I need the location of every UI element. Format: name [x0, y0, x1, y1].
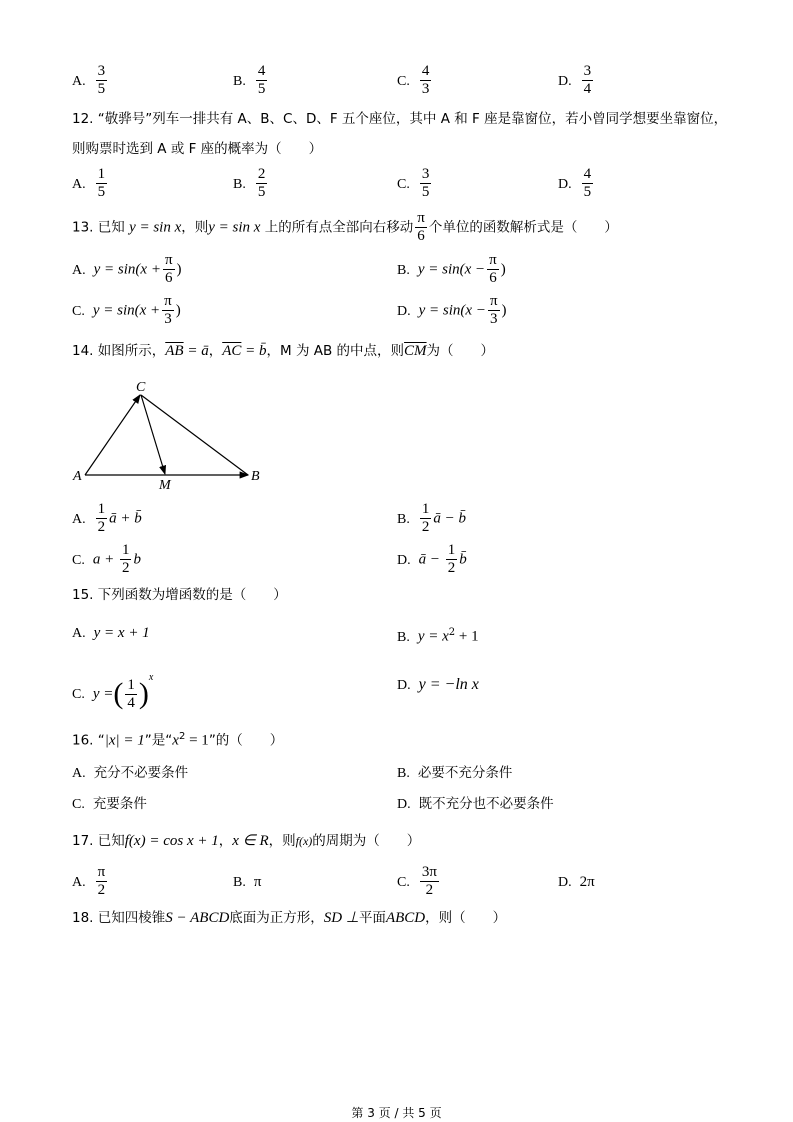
- denominator: 2: [97, 882, 106, 898]
- text: 13. 已知: [72, 219, 125, 236]
- text: ，M 为 AB 的中点，则: [266, 343, 405, 359]
- formula: ): [500, 261, 506, 278]
- label-b: B: [251, 469, 260, 484]
- denominator: 4: [127, 694, 135, 711]
- option-label: B.: [233, 176, 246, 192]
- label-m: M: [159, 478, 171, 493]
- option-text: 充要条件: [92, 796, 147, 812]
- q15-stem: 15. 下列函数为增函数的是（ ）: [72, 587, 287, 603]
- q16-option-b: [397, 763, 512, 784]
- option-label: C.: [72, 303, 85, 319]
- formula: ): [175, 302, 181, 319]
- option-text: 必要不充分条件: [417, 765, 513, 781]
- numerator: π: [164, 252, 173, 268]
- formula: y = sin(x +: [92, 302, 161, 319]
- formula: y = x: [417, 628, 449, 645]
- denominator: 3: [489, 311, 498, 327]
- numerator: π: [489, 252, 497, 268]
- numerator: 3π: [421, 864, 437, 880]
- numerator: 3: [421, 166, 430, 182]
- option-label: C.: [397, 176, 410, 192]
- q11-option-c: [397, 63, 433, 98]
- denominator: 6: [489, 270, 497, 286]
- q12-option-b: [233, 166, 269, 201]
- numerator: 1: [97, 166, 106, 182]
- denominator: 5: [257, 184, 266, 200]
- formula: π: [253, 874, 262, 890]
- formula: x ∈ R: [232, 833, 269, 849]
- option-label: A.: [72, 262, 86, 278]
- q17-option-d: [558, 872, 595, 893]
- option-label: C.: [72, 797, 85, 812]
- denominator: 2: [121, 560, 130, 576]
- denominator: 5: [97, 184, 106, 200]
- q12-stem-line2: 则购票时选到 A 或 F 座的概率为（ ）: [72, 141, 323, 157]
- formula: b: [133, 551, 141, 568]
- formula: ā −: [418, 551, 444, 568]
- denominator: 2: [425, 882, 434, 898]
- text: ，则: [268, 833, 296, 849]
- formula: f(x): [295, 834, 313, 848]
- denominator: 2: [421, 519, 430, 535]
- exponent: 2: [178, 731, 186, 742]
- option-label: D.: [397, 303, 411, 319]
- q15-option-d: [397, 675, 479, 696]
- option-label: A.: [72, 176, 86, 192]
- denominator: 6: [417, 228, 425, 244]
- q15-option-b: [397, 623, 479, 648]
- triangle-figure: [60, 375, 280, 495]
- vector-ac: $\overline{AC}$: [222, 343, 242, 359]
- numerator: π: [164, 293, 172, 309]
- page-footer: 第 3 页 / 共 5 页: [351, 1106, 442, 1120]
- option-label: D.: [397, 552, 411, 568]
- q13-stem: [72, 210, 618, 245]
- numerator: 1: [121, 542, 130, 558]
- text: 的周期为（ ）: [312, 833, 421, 849]
- text: ”的（ ）: [208, 732, 284, 749]
- q17-option-a: [72, 864, 109, 899]
- q14-option-d: [397, 542, 467, 577]
- option-label: A.: [72, 874, 86, 890]
- formula: a +: [92, 551, 118, 568]
- q11-option-d: [558, 63, 595, 98]
- option-label: B.: [397, 629, 410, 645]
- formula: ): [501, 302, 507, 319]
- q14-option-a: [72, 501, 142, 536]
- denominator: 3: [164, 311, 172, 327]
- q12-option-a: [72, 166, 109, 201]
- formula: y = sin(x −: [417, 261, 486, 278]
- numerator: 3: [97, 63, 106, 79]
- numerator: 2: [257, 166, 266, 182]
- option-text: 既不充分也不必要条件: [418, 796, 554, 812]
- formula: y = sin(x +: [93, 261, 161, 278]
- option-label: D.: [558, 176, 572, 192]
- formula: SD ⊥: [323, 910, 359, 926]
- text: 17. 已知: [72, 833, 125, 849]
- formula: 2π: [579, 874, 595, 890]
- option-label: B.: [397, 511, 410, 527]
- formula: f(x) = cos x + 1: [124, 833, 219, 849]
- q17-stem: [72, 831, 420, 851]
- option-label: C.: [72, 687, 85, 702]
- denominator: 6: [164, 270, 173, 286]
- option-text: 充分不必要条件: [93, 765, 189, 781]
- formula: y = sin(x −: [418, 302, 486, 319]
- text: ，则（ ）: [425, 910, 507, 926]
- text: ”是“: [144, 732, 173, 749]
- numerator: 4: [257, 63, 266, 79]
- formula: + 1: [455, 628, 479, 645]
- option-label: D.: [558, 875, 572, 890]
- q12-option-c: [397, 166, 433, 201]
- q15-option-c: C. y =( $\frac{1}{4}$ )$^x$: [72, 672, 154, 711]
- option-label: C.: [397, 73, 410, 89]
- formula: y =: [92, 686, 114, 702]
- q13-option-b: [397, 252, 506, 287]
- formula: |x| = 1: [104, 732, 145, 749]
- option-label: A.: [72, 766, 86, 781]
- text: ，: [208, 343, 223, 359]
- formula: ): [176, 261, 182, 278]
- q11-option-b: [233, 63, 269, 98]
- numerator: 3: [583, 63, 592, 79]
- exponent: 2: [448, 627, 456, 638]
- text: 底面为正方形，: [229, 910, 324, 926]
- numerator: π: [97, 864, 106, 880]
- option-label: D.: [397, 797, 411, 812]
- formula: y = sin x: [129, 219, 182, 236]
- numerator: 1: [421, 501, 430, 517]
- text: 14. 如图所示，: [72, 343, 166, 359]
- q14-stem: [72, 341, 494, 361]
- text: 上的所有点全部向右移动: [264, 219, 414, 236]
- label-c: C: [136, 380, 146, 395]
- numerator: 1: [97, 501, 106, 517]
- numerator: 1: [127, 676, 135, 693]
- q11-option-a: [72, 63, 109, 98]
- exponent: x: [148, 672, 154, 683]
- q16-option-c: [72, 794, 147, 815]
- option-label: B.: [397, 262, 410, 278]
- numerator: 4: [421, 63, 430, 79]
- segment-cb: [141, 395, 248, 475]
- vector-cm: $\overline{CM}$: [404, 343, 427, 359]
- q13-option-c: [72, 293, 181, 328]
- denominator: 5: [97, 81, 106, 97]
- label-a: A: [73, 469, 82, 484]
- text: ，: [218, 833, 233, 849]
- q12-stem-line1: 12. “敬骅号”列车一排共有 A、B、C、D、F 五个座位，其中 A 和 F 座是靠窗位，若小曾同学想要坐靠窗位，: [72, 111, 728, 127]
- vector-ac-arrow: [85, 395, 140, 475]
- vector-cm-arrow: [141, 395, 165, 474]
- formula: y = sin x: [208, 219, 261, 236]
- option-label: B.: [233, 875, 246, 890]
- text: 16. “: [72, 732, 105, 749]
- q12-option-d: [558, 166, 595, 201]
- q15-option-a: [72, 623, 150, 644]
- q17-option-b: [233, 872, 261, 893]
- option-label: A.: [72, 626, 86, 641]
- formula: S − ABCD: [165, 910, 230, 926]
- option-label: D.: [558, 73, 572, 89]
- text: ，则: [181, 219, 209, 236]
- q13-option-d: [397, 293, 507, 328]
- option-label: C.: [72, 552, 85, 568]
- denominator: 3: [421, 81, 430, 97]
- text: 个单位的函数解析式是（ ）: [428, 219, 618, 236]
- q16-stem: [72, 727, 283, 751]
- numerator: 1: [447, 542, 456, 558]
- option-label: B.: [397, 766, 410, 781]
- formula: y = −ln x: [418, 676, 479, 693]
- formula: x: [172, 732, 179, 749]
- denominator: 4: [583, 81, 592, 97]
- option-label: B.: [233, 73, 246, 89]
- q14-option-b: [397, 501, 466, 536]
- option-label: C.: [397, 874, 410, 890]
- q13-option-a: [72, 252, 182, 287]
- formula: y = x + 1: [93, 625, 150, 641]
- option-label: A.: [72, 511, 86, 527]
- formula: ā + b̄: [109, 510, 142, 527]
- denominator: 2: [447, 560, 456, 576]
- text: 平面: [358, 910, 386, 926]
- q16-option-a: [72, 763, 188, 784]
- formula: = ā: [183, 343, 209, 359]
- denominator: 5: [421, 184, 430, 200]
- option-label: A.: [72, 73, 86, 89]
- denominator: 5: [257, 81, 266, 97]
- formula: ABCD: [385, 910, 426, 926]
- formula: = b̄: [241, 343, 267, 359]
- numerator: 4: [583, 166, 592, 182]
- q18-stem: [72, 908, 506, 928]
- numerator: π: [417, 210, 425, 226]
- formula: ā − b̄: [433, 510, 466, 527]
- text: 18. 已知四棱锥: [72, 910, 166, 926]
- formula: b̄: [459, 551, 467, 568]
- q14-option-c: [72, 542, 141, 577]
- option-label: D.: [397, 678, 411, 693]
- vector-ab: $\overline{AB}$: [165, 343, 184, 359]
- denominator: 2: [97, 519, 106, 535]
- denominator: 5: [583, 184, 592, 200]
- text: 为（ ）: [426, 343, 495, 359]
- q16-option-d: [397, 794, 554, 815]
- q17-option-c: [397, 864, 441, 899]
- numerator: π: [489, 293, 498, 309]
- formula: = 1: [185, 732, 209, 749]
